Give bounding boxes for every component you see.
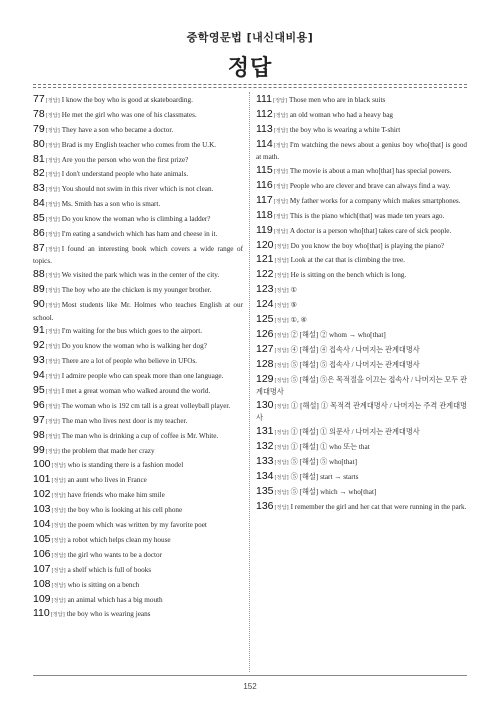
answer-text: an animal which has a big mouth — [67, 595, 163, 604]
answer-number: 134 — [256, 469, 274, 482]
answer-tag: [정답] — [272, 98, 288, 104]
answer-tag: [정답] — [274, 403, 289, 410]
answer-item — [33, 299, 243, 324]
answer-number: 126 — [256, 327, 274, 340]
answer-number: 124 — [256, 298, 274, 311]
answer-item — [33, 430, 243, 444]
answer-tag: [정답] — [51, 537, 66, 544]
answer-text: Ms. Smith has a son who is smart. — [61, 200, 161, 209]
answer-tag: [정답] — [45, 389, 60, 396]
answer-text: My father works for a company which makes smartphones. — [289, 196, 461, 205]
answer-tag: [정답] — [50, 612, 65, 619]
answer-column-left — [33, 94, 243, 623]
answer-tag: [정답] — [274, 377, 289, 384]
answer-text: ① — [290, 286, 298, 295]
answer-text: I know the boy who is good at skateboarding. — [61, 96, 193, 104]
answer-text: who is sitting on a bench — [67, 580, 140, 589]
answer-item — [256, 94, 467, 108]
answer-column-right — [256, 94, 467, 516]
answer-item — [33, 355, 243, 369]
answer-text: Do you know the boy who[that] is playing the piano? — [290, 241, 445, 250]
answer-text: The man who is drinking a cup of coffee is Mr. White. — [61, 431, 219, 440]
answer-tag: [정답] — [274, 445, 289, 452]
answer-number: 93 — [33, 354, 45, 367]
answer-number: 109 — [33, 592, 51, 605]
answer-item — [33, 94, 243, 108]
answer-tag: [정답] — [274, 460, 289, 467]
answer-tag: [정답] — [45, 172, 60, 179]
answer-number: 106 — [33, 547, 51, 560]
answer-number: 101 — [33, 473, 51, 486]
answer-number: 127 — [256, 342, 274, 355]
book-subtitle: 중학영문법 [내신대비용] — [186, 31, 314, 44]
answer-tag: [정답] — [45, 187, 60, 194]
answer-item — [33, 579, 243, 593]
answer-text: a robot which helps clean my house — [67, 535, 171, 544]
answer-tag: [정답] — [51, 582, 66, 589]
answer-text: I'm waiting for the bus which goes to the airport. — [61, 327, 202, 336]
answer-number: 119 — [256, 223, 273, 236]
answer-number: 97 — [33, 413, 45, 426]
answer-number: 82 — [33, 167, 45, 180]
answer-tag: [정답] — [51, 508, 66, 515]
answer-item — [256, 359, 467, 373]
answer-text: You should not swim in this river which is not clean. — [61, 185, 214, 194]
answer-number: 115 — [256, 164, 273, 177]
answer-tag: [정답] — [274, 332, 289, 339]
answer-tag: [정답] — [45, 448, 60, 455]
answer-item — [256, 329, 467, 343]
answer-tag: [정답] — [273, 198, 288, 205]
header-rule — [33, 84, 467, 88]
answer-tag: [정답] — [274, 489, 289, 496]
answer-tag: [정답] — [45, 344, 60, 351]
answer-tag: [정답] — [273, 112, 288, 119]
answer-item — [33, 124, 243, 138]
answer-text: A doctor is a person who[that] takes care of sick people. — [289, 226, 452, 235]
answer-tag: [정답] — [51, 523, 66, 530]
answer-number: 95 — [33, 384, 45, 397]
answer-item — [33, 109, 243, 123]
footer-rule — [33, 675, 467, 676]
answer-number: 94 — [33, 369, 45, 382]
answer-tag: [정답] — [273, 169, 288, 176]
answer-tag: [정답] — [274, 258, 289, 265]
answer-text: the boy who is wearing jeans — [66, 610, 151, 619]
answer-number: 98 — [33, 428, 45, 441]
answer-item — [33, 213, 243, 227]
answer-item — [33, 183, 243, 197]
answer-text: the boy who is wearing a white T-shirt — [289, 125, 401, 134]
answer-number: 84 — [33, 197, 45, 210]
answer-number: 86 — [33, 227, 45, 240]
answer-number: 77 — [33, 93, 45, 105]
answer-tag: [정답] — [273, 183, 288, 190]
answer-number: 118 — [256, 208, 273, 221]
answer-text: The boy who ate the chicken is my younger brother. — [61, 286, 212, 295]
answer-item — [33, 549, 243, 563]
answer-tag: [정답] — [274, 243, 289, 250]
answer-item — [256, 210, 467, 224]
answer-text: ⑤ [해설] start → starts — [290, 472, 359, 481]
answer-tag: [정답] — [45, 112, 60, 119]
answer-item — [33, 228, 243, 242]
answer-tag: [정답] — [45, 202, 60, 209]
answer-item — [33, 445, 243, 459]
answer-tag: [정답] — [51, 597, 66, 604]
answer-number: 113 — [256, 122, 273, 135]
answer-tag: [정답] — [51, 493, 66, 500]
answer-tag: [정답] — [273, 228, 288, 235]
answer-item — [33, 489, 243, 503]
answer-text: He met the girl who was one of his classmates. — [61, 110, 197, 119]
answer-tag: [정답] — [45, 98, 60, 104]
answer-item — [256, 195, 467, 209]
answer-tag: [정답] — [274, 317, 289, 324]
answer-text: ① [해설] ① who 또는 that — [290, 443, 370, 452]
answer-number: 105 — [33, 532, 51, 545]
answer-tag: [정답] — [274, 288, 289, 295]
answer-number: 87 — [33, 241, 45, 254]
answer-number: 135 — [256, 484, 274, 497]
answer-item — [33, 459, 243, 473]
answer-number: 103 — [33, 503, 51, 516]
answer-tag: [정답] — [45, 374, 60, 381]
answer-item — [256, 165, 467, 179]
answer-number: 85 — [33, 212, 45, 225]
answer-number: 125 — [256, 312, 274, 325]
answer-tag: [정답] — [273, 127, 288, 134]
answer-number: 89 — [33, 283, 45, 296]
answer-tag: [정답] — [45, 246, 60, 253]
answer-tag: [정답] — [273, 142, 288, 149]
answer-item — [256, 486, 467, 500]
answer-number: 117 — [256, 193, 273, 206]
answer-text: Those men who are in black suits — [289, 96, 386, 104]
answer-number: 90 — [33, 298, 45, 311]
answer-item — [33, 415, 243, 429]
answer-number: 110 — [33, 607, 50, 620]
answer-item — [33, 608, 243, 622]
page-title: 정답 — [227, 56, 273, 81]
answer-item — [256, 139, 467, 164]
answer-tag: [정답] — [51, 552, 66, 559]
answer-number: 88 — [33, 268, 45, 281]
answer-item — [33, 400, 243, 414]
answer-number: 79 — [33, 122, 45, 135]
answer-item — [256, 344, 467, 358]
column-divider — [249, 92, 250, 672]
answer-number: 129 — [256, 372, 274, 385]
answer-item — [33, 594, 243, 608]
answer-tag: [정답] — [51, 478, 66, 485]
answer-text: ④ [해설] ④ 접속사 / 나머지는 관계대명사 — [290, 345, 420, 354]
answer-text: ①, ④ — [290, 315, 308, 324]
answer-tag: [정답] — [274, 303, 289, 310]
answer-number: 100 — [33, 458, 51, 471]
answer-text: the poem which was written by my favorite poet — [67, 521, 207, 530]
answer-item — [33, 269, 243, 283]
answer-number: 102 — [33, 488, 51, 501]
answer-number: 123 — [256, 283, 274, 296]
answer-text: Brad is my English teacher who comes from the U.K. — [61, 140, 217, 149]
answer-number: 92 — [33, 339, 45, 352]
answer-item — [256, 456, 467, 470]
answer-text: The movie is about a man who[that] has special powers. — [289, 167, 452, 176]
answer-text: People who are clever and brave can always find a way. — [289, 181, 451, 190]
answer-text: They have a son who became a doctor. — [61, 125, 174, 134]
answer-text: the problem that made her crazy — [61, 446, 155, 455]
answer-tag: [정답] — [273, 213, 288, 220]
answer-item — [256, 471, 467, 485]
answer-tag: [정답] — [45, 142, 60, 149]
answer-number: 121 — [256, 253, 274, 266]
answer-number: 108 — [33, 577, 51, 590]
answer-item — [33, 370, 243, 384]
answer-item — [256, 240, 467, 254]
answer-item — [33, 325, 243, 339]
answer-item — [33, 284, 243, 298]
page-number: 152 — [243, 682, 257, 691]
answer-text: ① [해설] ① 의문사 / 나머지는 관계대명사 — [290, 428, 420, 437]
answer-item — [256, 426, 467, 440]
answer-item — [33, 519, 243, 533]
answer-item — [256, 180, 467, 194]
answer-text: I admire people who can speak more than one language. — [61, 372, 224, 381]
answer-tag: [정답] — [45, 157, 60, 164]
answer-item — [33, 504, 243, 518]
answer-number: 132 — [256, 440, 274, 453]
answer-item — [33, 243, 243, 268]
answer-text: I don't understand people who hate animals. — [61, 170, 189, 179]
answer-text: I met a great woman who walked around the world. — [61, 387, 211, 396]
answer-item — [256, 441, 467, 455]
answer-tag: [정답] — [274, 504, 289, 511]
answer-text: ⑤ [해설] which → who[that] — [290, 487, 377, 496]
answer-text: I found an interesting book which covers a wide range of topics. — [33, 244, 243, 266]
answer-number: 83 — [33, 182, 45, 195]
answer-text: Are you the person who won the first prize? — [61, 155, 189, 164]
answer-tag: [정답] — [45, 273, 60, 280]
answer-item — [33, 154, 243, 168]
answer-tag: [정답] — [45, 418, 60, 425]
answer-text: ⑤ [해설] ⑤ 접속사 / 나머지는 관계대명사 — [290, 360, 420, 369]
answer-tag: [정답] — [274, 430, 289, 437]
answer-number: 81 — [33, 152, 45, 165]
answer-number: 112 — [256, 107, 273, 120]
answer-text: Look at the cat that is climbing the tree. — [290, 256, 405, 265]
answer-number: 133 — [256, 455, 274, 468]
answer-number: 120 — [256, 238, 274, 251]
answer-text: We visited the park which was in the center of the city. — [61, 271, 220, 280]
answer-item — [33, 534, 243, 548]
answer-tag: [정답] — [274, 362, 289, 369]
answer-item — [33, 340, 243, 354]
answer-number: 136 — [256, 499, 274, 512]
answer-text: I remember the girl and her cat that were running in the park. — [290, 502, 467, 511]
answer-item — [256, 501, 467, 515]
answer-text: ⑤ — [290, 301, 298, 310]
answer-item — [256, 124, 467, 138]
answer-tag: [정답] — [45, 288, 60, 295]
answer-tag: [정답] — [45, 359, 60, 366]
answer-tag: [정답] — [45, 303, 60, 310]
answer-text: ⑤ [해설] ⑤은 목적절을 이끄는 접속사 / 나머지는 모두 관계대명사 — [256, 375, 467, 397]
answer-number: 116 — [256, 178, 273, 191]
answer-text: who is standing there is a fashion model — [67, 461, 184, 470]
answer-text: There are a lot of people who believe in UFOs. — [61, 357, 198, 366]
answer-tag: [정답] — [45, 127, 60, 134]
answer-text: have friends who make him smile — [67, 491, 165, 500]
answer-text: Do you know the woman who is climbing a ladder? — [61, 215, 211, 224]
answer-number: 131 — [256, 425, 274, 438]
answer-number: 114 — [256, 137, 273, 150]
answer-item — [256, 269, 467, 283]
answer-text: Do you know the woman who is walking her dog? — [61, 342, 207, 351]
answer-number: 122 — [256, 268, 274, 281]
answer-number: 78 — [33, 107, 45, 120]
answer-text: The woman who is 192 cm tall is a great volleyball player. — [61, 401, 231, 410]
answer-number: 80 — [33, 137, 45, 150]
answer-item — [256, 400, 467, 425]
answer-tag: [정답] — [45, 433, 60, 440]
answer-text: This is the piano which[that] was made ten years ago. — [289, 211, 445, 220]
answer-text: an aunt who lives in France — [67, 476, 147, 485]
answer-item — [256, 254, 467, 268]
answer-tag: [정답] — [274, 273, 289, 280]
answer-text: an old woman who had a heavy bag — [289, 110, 394, 119]
answer-text: I'm eating a sandwich which has ham and cheese in it. — [61, 230, 218, 239]
answer-text: He is sitting on the bench which is long. — [290, 271, 407, 280]
answer-number: 99 — [33, 443, 45, 456]
answer-number: 111 — [256, 93, 272, 105]
answer-number: 130 — [256, 398, 274, 411]
answer-tag: [정답] — [51, 567, 66, 574]
answer-tag: [정답] — [45, 329, 60, 336]
answer-tag: [정답] — [45, 232, 60, 239]
answer-text: a shelf which is full of books — [67, 565, 152, 574]
answer-tag: [정답] — [45, 403, 60, 410]
answer-number: 104 — [33, 518, 51, 531]
answer-item — [256, 109, 467, 123]
answer-text: Most students like Mr. Holmes who teaches English at our school. — [33, 301, 243, 322]
answer-item — [256, 299, 467, 313]
answer-item — [256, 284, 467, 298]
answer-item — [256, 314, 467, 328]
answer-text: the boy who is looking at his cell phone — [67, 506, 183, 515]
answer-item — [256, 225, 467, 239]
answer-tag: [정답] — [51, 463, 66, 470]
answer-item — [33, 385, 243, 399]
answer-number: 128 — [256, 357, 274, 370]
answer-number: 91 — [33, 324, 45, 337]
answer-tag: [정답] — [274, 474, 289, 481]
answer-item — [33, 564, 243, 578]
answer-text: the girl who wants to be a doctor — [67, 550, 163, 559]
answer-number: 96 — [33, 398, 45, 411]
answer-text: I'm watching the news about a genius boy who[that] is good at math. — [256, 140, 467, 162]
answer-text: ① [해설] ① 목적격 관계대명사 / 나머지는 주격 관계대명사 — [256, 401, 467, 423]
answer-item — [33, 168, 243, 182]
answer-tag: [정답] — [45, 217, 60, 224]
answer-item — [33, 198, 243, 212]
answer-text: ⑤ [해설] ⑤ who[that] — [290, 458, 357, 467]
answer-text: The man who lives next door is my teacher. — [61, 416, 188, 425]
answer-number: 107 — [33, 562, 51, 575]
answer-item — [256, 374, 467, 399]
answer-item — [33, 474, 243, 488]
page-header — [0, 0, 500, 82]
answer-item — [33, 139, 243, 153]
answer-tag: [정답] — [274, 347, 289, 354]
answer-text: ② [해설] ② whom → who[that] — [290, 330, 386, 339]
